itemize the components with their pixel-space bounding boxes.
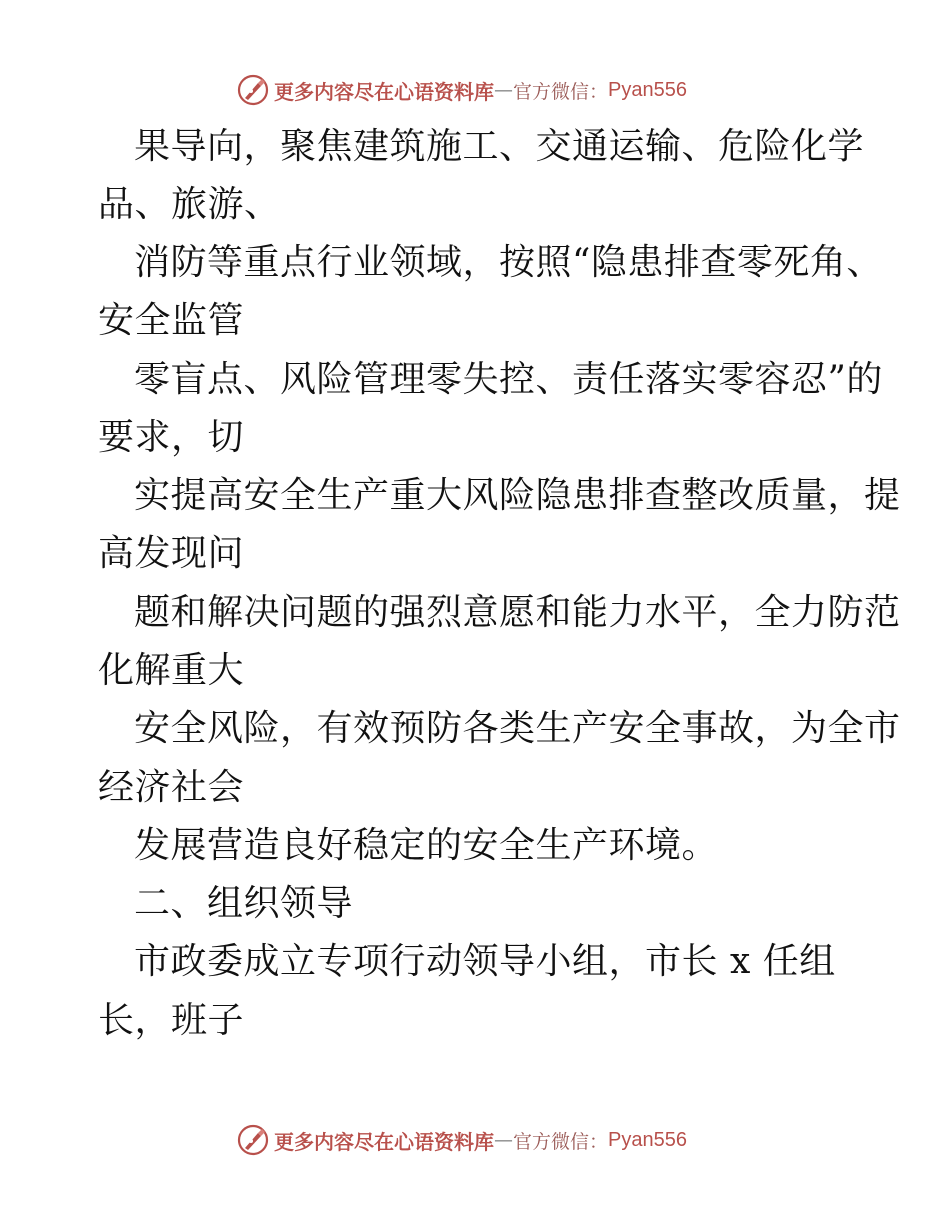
- promo-text: 更多内容尽在心语资料库: [274, 1129, 494, 1154]
- section-heading: 二、组织领导: [134, 883, 354, 924]
- footer-watermark-banner: [236, 1122, 716, 1158]
- text-line: 果导向，聚焦建筑施工、交通运输、危险化学: [134, 126, 865, 167]
- text-line: 品、旅游、: [98, 184, 281, 225]
- pen-logo-icon: [236, 1123, 270, 1157]
- text-line: 长，班子: [98, 1000, 245, 1041]
- text-line: 安全风险，有效预防各类生产安全事故，为全市: [134, 708, 901, 749]
- text-line: 实提高安全生产重大风险隐患排查整改质量，提: [134, 475, 901, 516]
- text-line: 消防等重点行业领域，按照“隐患排查零死角、: [134, 242, 883, 283]
- wechat-label: 官方微信：: [513, 80, 609, 103]
- text-line: 零盲点、风险管理零失控、责任落实零容忍”的: [134, 359, 883, 400]
- pen-logo-icon: [236, 73, 270, 107]
- wechat-id: Pyan556: [608, 1128, 687, 1151]
- text-line: 要求，切: [98, 417, 245, 458]
- text-line: 高发现问: [98, 533, 245, 574]
- banner-separator: —: [494, 1129, 513, 1151]
- text-line: 经济社会: [98, 767, 245, 808]
- text-line: 市政委成立专项行动领导小组，市长 x 任组: [134, 941, 836, 982]
- header-watermark-banner: [236, 72, 716, 108]
- text-line: 安全监管: [98, 300, 245, 341]
- wechat-id: Pyan556: [608, 78, 687, 101]
- text-line: 题和解决问题的强烈意愿和能力水平，全力防范: [134, 592, 901, 633]
- wechat-label: 官方微信：: [513, 1130, 609, 1153]
- text-line: 化解重大: [98, 650, 245, 691]
- text-line: 发展营造良好稳定的安全生产环境。: [134, 825, 719, 866]
- banner-separator: —: [494, 79, 513, 101]
- promo-text: 更多内容尽在心语资料库: [274, 79, 494, 104]
